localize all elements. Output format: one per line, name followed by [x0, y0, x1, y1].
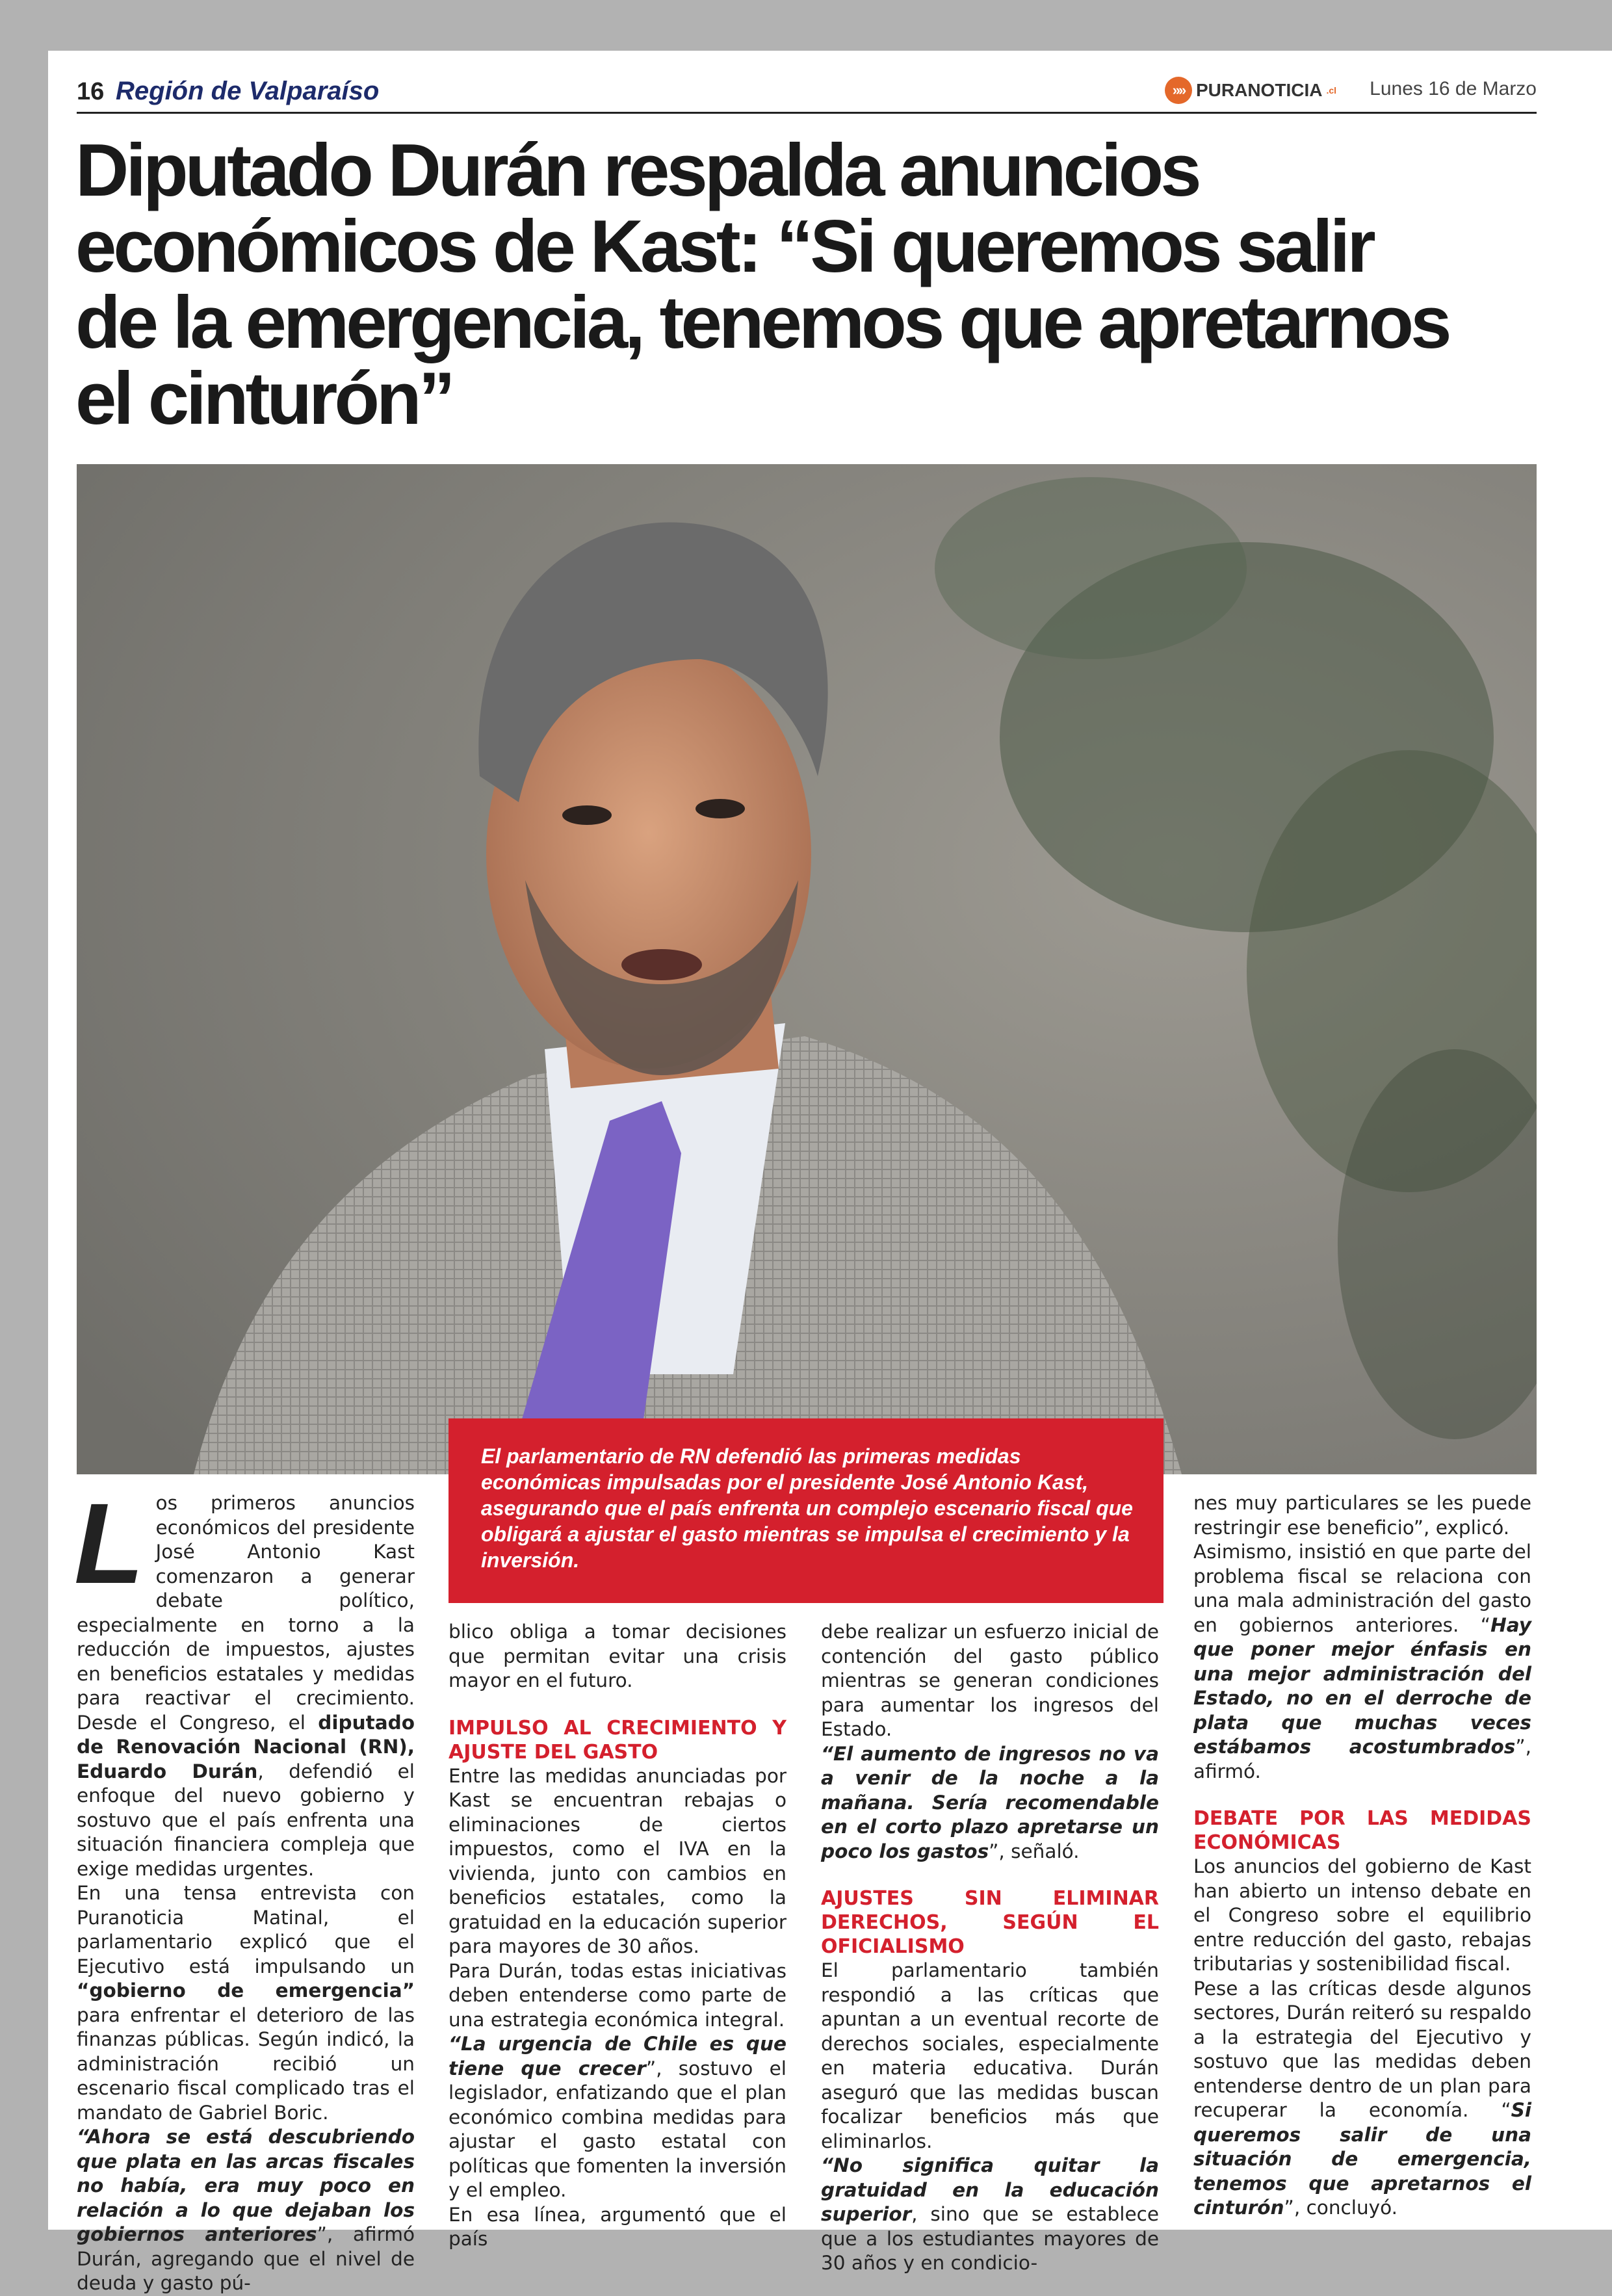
paragraph: Para Durán, todas estas iniciativas deben entenderse como parte de una estrategia económica integral.	[448, 1959, 786, 2031]
subheading: DEBATE POR LAS MEDIDAS ECONÓMICAS	[1193, 1807, 1531, 1854]
drop-cap: L	[74, 1480, 144, 1608]
subheading: AJUSTES SIN ELIMINAR DERECHOS, SEGÚN EL OFICIALISMO	[821, 1887, 1159, 1958]
paragraph: debe realizar un esfuerzo inicial de contención del gasto público mientras se generan condiciones para aumentar los ingresos del Estado.	[821, 1621, 1159, 1740]
quote-run: “Ahora se está descubriendo que plata en las arcas fiscales no había, era muy poco en relación a lo que dejaban los gobiernos anteriores	[77, 2126, 415, 2245]
paragraph	[77, 1881, 415, 2125]
subheading: IMPULSO AL CRECIMIENTO Y AJUSTE DEL GASTO	[448, 1716, 786, 1764]
page-number: 16	[77, 78, 105, 105]
caption-text: El parlamentario de RN defendió las primeras medidas económicas impulsadas por el presidente José Antonio Kast, asegurando que el país enfrenta un complejo escenario fiscal que obligará a ajustar el gasto mientras se impulsa el crecimiento y la inversión.	[481, 1444, 1133, 1572]
text-run: , defendió el enfoque del nuevo gobierno y sostuvo que el país enfrenta una situación financiera compleja que exige medidas urgentes.	[77, 1760, 415, 1880]
text-run: ”, señaló.	[989, 1840, 1080, 1862]
text-run: ”, concluyó.	[1284, 2197, 1398, 2219]
paragraph: nes muy particulares se les puede restringir ese beneficio”, explicó.	[1193, 1492, 1531, 1539]
quote-run: “No significa quitar la gratuidad en la educación superior	[821, 2154, 1159, 2225]
text-run: para enfrentar el deterioro de las finanzas públicas. Según indicó, la administración recibió un escenario fiscal complicado tras el mandato de Gabriel Boric.	[77, 2003, 415, 2124]
quote-run: “El aumento de ingresos no va a venir de la noche a la mañana. Sería recomendable en el corto plazo apretarse un poco los gastos	[821, 1742, 1159, 1862]
paragraph	[1193, 1977, 1531, 2221]
article-column-2	[448, 1620, 786, 2252]
paragraph: En esa línea, argumentó que el país	[448, 2203, 786, 2250]
article-column-3	[821, 1620, 1159, 2276]
paragraph: Los anuncios del gobierno de Kast han abierto un intenso debate en el Congreso sobre el equilibrio entre reducción del gasto, rebajas tributarias y sostenibilidad fiscal.	[1193, 1855, 1531, 1975]
paragraph	[77, 2125, 415, 2296]
quote-run: Si queremos salir de una situación de emergencia, tenemos que apretarnos el cinturón	[1193, 2099, 1531, 2219]
text-run-bold: diputado de Renovación Nacional (RN), Eduardo Durán	[77, 1711, 415, 1782]
text-run: En una tensa entrevista con Puranoticia Matinal, el parlamentario explicó que el Ejecutivo está impulsando un	[77, 1882, 415, 1977]
paragraph	[74, 1480, 415, 1881]
section-title: Región de Valparaíso	[116, 77, 380, 105]
logo-chevrons-icon: »»	[1165, 77, 1192, 104]
paragraph: Entre las medidas anunciadas por Kast se encuentran rebajas o eliminaciones de ciertos impuestos, como el IVA en la vivienda, junto con cambios en beneficios estatales, como la gratuidad en la educación superior para mayores de 30 años.	[448, 1764, 786, 1957]
text-run: os primeros anuncios económicos del presidente José Antonio Kast comenzaron a generar debate político, especialmente en torno a la reducción de impuestos, ajustes en beneficios estatales y medidas para reactivar el crecimiento. Desde el Congreso, el	[77, 1492, 415, 1734]
header-rule	[77, 112, 1537, 114]
portrait-illustration	[77, 464, 1537, 1474]
issue-date: Lunes 16 de Marzo	[1370, 78, 1537, 99]
publication-logo	[1165, 77, 1336, 104]
paragraph: El parlamentario también respondió a las críticas que apuntan a un eventual recorte de derechos sociales, especialmente en materia educativa. Durán aseguró que las medidas buscan focalizar beneficios más que eliminarlos.	[821, 1959, 1159, 2152]
paragraph	[821, 2154, 1159, 2276]
logo-suffix: .cl	[1326, 85, 1337, 96]
paragraph	[448, 2032, 786, 2203]
quote-run: Hay que poner mejor énfasis en una mejor administración del Estado, no en el derroche de plata que muchas veces estábamos acostumbrados	[1193, 1613, 1531, 1758]
text-run: Asimismo, insistió en que parte del problema fiscal se relaciona con una mala administración del gasto en gobiernos anteriores. “	[1193, 1541, 1531, 1636]
text-run-bold: “gobierno de emergencia”	[77, 1979, 415, 2002]
article-headline: Diputado Durán respalda anuncios económicos de Kast: “Si queremos salir de la emergencia, tenemos que apretarnos el cinturón”	[75, 129, 1449, 440]
paragraph	[1193, 1540, 1531, 1784]
text-run: ”, afirmó Durán, agregando que el nivel de deuda y gasto pú-	[77, 2223, 415, 2294]
paragraph: blico obliga a tomar decisiones que permitan evitar una crisis mayor en el futuro.	[448, 1621, 786, 1691]
logo-text: PURANOTICIA	[1196, 80, 1323, 100]
article-photo	[77, 464, 1537, 1474]
paragraph	[821, 1742, 1159, 1864]
article-column-1	[74, 1480, 415, 2296]
article-column-4	[1193, 1491, 1531, 2221]
text-run: Pese a las críticas desde algunos sectores, Durán reiteró su respaldo a la estrategia del Ejecutivo y sostuvo que las medidas deben entenderse dentro de un plan para recuperar la economía. “	[1193, 1977, 1531, 2121]
quote-run: “La urgencia de Chile es que tiene que crecer	[448, 2033, 786, 2080]
text-run: , sino que se establece que a los estudiantes mayores de 30 años y en condicio-	[821, 2203, 1159, 2274]
text-run: ”, sostuvo el legislador, enfatizando que el plan económico combina medidas para ajustar el gasto estatal con políticas que fomenten la inversión y el empleo.	[448, 2057, 786, 2201]
text-run: ”, afirmó.	[1193, 1736, 1531, 1782]
photo-caption	[448, 1418, 1164, 1603]
